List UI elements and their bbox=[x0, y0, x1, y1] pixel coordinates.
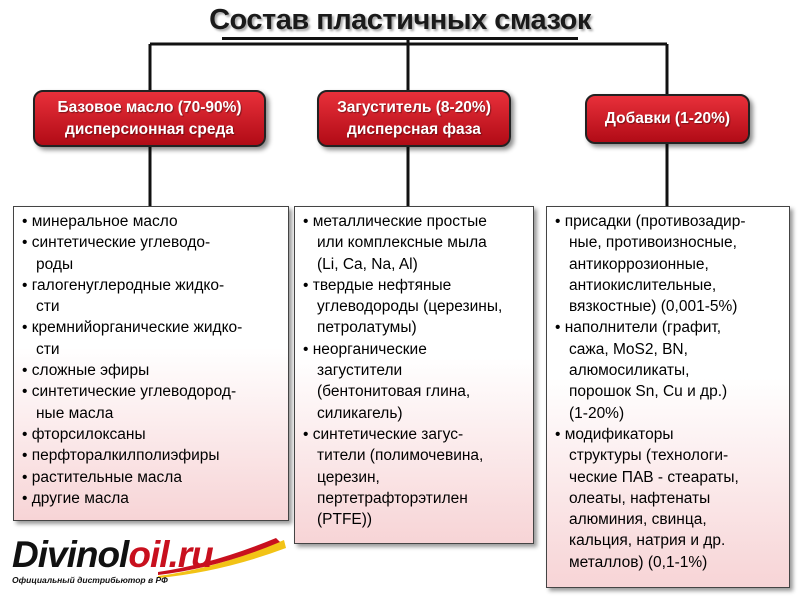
list-item bbox=[22, 232, 288, 275]
list-item-line: загустители bbox=[317, 362, 403, 380]
list-item-line: или комплексные мыла bbox=[317, 234, 487, 252]
list-item bbox=[22, 317, 288, 360]
items-additives bbox=[546, 206, 790, 588]
category-heading-line: Добавки (1-20%) bbox=[604, 110, 731, 127]
list-item-line: алюмосиликаты, bbox=[569, 362, 690, 380]
list-item-line: • твердые нефтяные bbox=[303, 276, 452, 294]
list-item-line: • минеральное масло bbox=[22, 213, 178, 230]
list-item-line: • фторсилоксаны bbox=[22, 425, 146, 443]
list-item-line: пертетрафторэтилен bbox=[317, 489, 468, 507]
list-item-line: сажа, MoS2, BN, bbox=[569, 340, 688, 358]
list-item bbox=[303, 339, 533, 424]
list-item bbox=[555, 211, 789, 317]
list-item-line: • галогенуглеродные жидко- bbox=[22, 276, 225, 294]
list-item-line: роды bbox=[36, 255, 74, 273]
list-item bbox=[22, 360, 288, 381]
list-item-line: • сложные эфиры bbox=[22, 362, 150, 380]
category-additives bbox=[585, 94, 750, 144]
items-thickener bbox=[294, 206, 534, 544]
logo-wordmark: Divinoloil.ru bbox=[12, 534, 213, 575]
list-item bbox=[22, 381, 288, 424]
list-item-line: ные масла bbox=[36, 404, 114, 422]
list-item bbox=[22, 211, 288, 232]
list-item-line: • синтетические углеводо- bbox=[22, 234, 211, 252]
list-item-line: тители (полимочевина, bbox=[317, 447, 484, 465]
list-item-line: олеаты, нафтенаты bbox=[569, 489, 711, 507]
list-item-line: структуры (технологи- bbox=[569, 447, 729, 465]
list-item-line: • синтетические загус- bbox=[303, 425, 464, 443]
list-item-line: антиокислительные, bbox=[569, 276, 717, 294]
category-heading-line: Базовое масло (70-90%) bbox=[57, 98, 242, 116]
list-item-line: ные, противоизносные, bbox=[569, 234, 737, 252]
list-item bbox=[303, 211, 533, 275]
item-list bbox=[22, 211, 288, 509]
list-item-line: • неорганические bbox=[303, 340, 427, 358]
list-item bbox=[555, 424, 789, 573]
list-item-line: силикагель) bbox=[317, 404, 403, 422]
item-list bbox=[303, 211, 533, 530]
category-thickener bbox=[317, 90, 511, 147]
list-item bbox=[22, 424, 288, 445]
logo-tagline: Официальный дистрибьютор в РФ bbox=[12, 575, 168, 585]
category-base-oil bbox=[33, 90, 266, 147]
list-item-line: кальция, натрия и др. bbox=[569, 532, 726, 550]
list-item bbox=[303, 275, 533, 339]
list-item bbox=[22, 488, 288, 509]
list-item-line: порошок Sn, Cu и др.) bbox=[569, 383, 728, 401]
list-item-line: • присадки (противозадир- bbox=[555, 213, 746, 230]
list-item-line: (1-20%) bbox=[569, 404, 625, 422]
list-item-line: • перфторалкилполиэфиры bbox=[22, 447, 220, 465]
list-item-line: сти bbox=[36, 298, 60, 316]
list-item-line: • другие масла bbox=[22, 489, 129, 507]
list-item-line: углеводороды (церезины, bbox=[317, 298, 503, 316]
divinoloil-logo[interactable] bbox=[8, 534, 288, 594]
list-item-line: сти bbox=[36, 340, 60, 358]
category-heading-line: Загуститель (8-20%) bbox=[337, 98, 491, 116]
list-item-line: металлов) (0,1-1%) bbox=[569, 553, 708, 571]
list-item-line: • металлические простые bbox=[303, 213, 487, 230]
category-heading-line: дисперсионная среда bbox=[65, 120, 234, 138]
list-item-line: петролатумы) bbox=[317, 319, 417, 337]
list-item-line: • кремнийорганические жидко- bbox=[22, 319, 243, 337]
list-item bbox=[22, 467, 288, 488]
list-item-line: • синтетические углеводород- bbox=[22, 383, 237, 401]
items-base-oil bbox=[13, 206, 289, 521]
list-item-line: антикоррозионные, bbox=[569, 255, 709, 273]
list-item-line: вязкостные) (0,001-5%) bbox=[569, 298, 738, 316]
list-item-line: • наполнители (графит, bbox=[555, 319, 722, 337]
list-item-line: • модификаторы bbox=[555, 425, 674, 443]
page-title: Состав пластичных смазок bbox=[209, 4, 591, 36]
category-heading-line: дисперсная фаза bbox=[347, 120, 481, 138]
list-item-line: (PTFE)) bbox=[317, 511, 373, 529]
list-item bbox=[555, 317, 789, 423]
list-item-line: (бентонитовая глина, bbox=[317, 383, 471, 401]
list-item-line: • растительные масла bbox=[22, 468, 182, 486]
item-list bbox=[555, 211, 789, 573]
list-item-line: алюминия, свинца, bbox=[569, 511, 707, 529]
list-item bbox=[22, 445, 288, 466]
list-item-line: (Li, Ca, Na, Al) bbox=[317, 255, 418, 273]
list-item bbox=[22, 275, 288, 318]
list-item bbox=[303, 424, 533, 530]
list-item-line: церезин, bbox=[317, 468, 380, 486]
list-item-line: ческие ПАВ - стеараты, bbox=[569, 468, 739, 486]
